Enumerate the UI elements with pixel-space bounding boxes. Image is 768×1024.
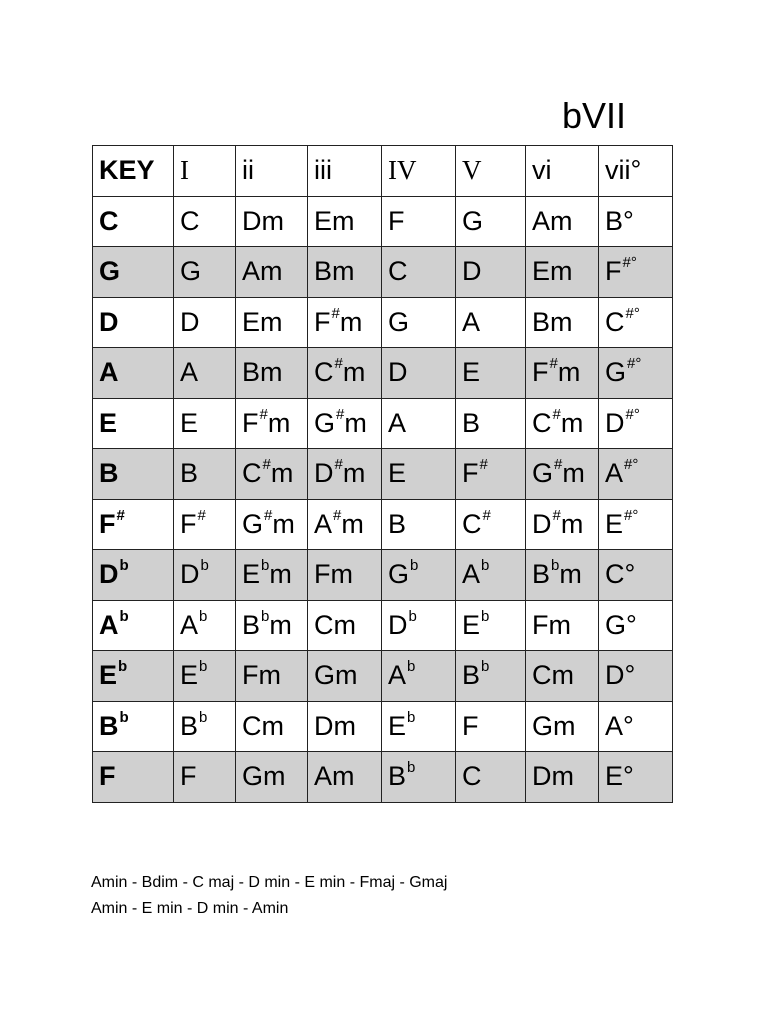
chord-cell [382, 398, 456, 449]
chord-quality: m [269, 559, 292, 590]
accidental: b [119, 607, 129, 625]
chord-cell [382, 550, 456, 601]
chord-cell [308, 752, 382, 803]
accidental: b [261, 607, 270, 625]
accidental: b [481, 658, 490, 676]
chord-root: E° [605, 761, 634, 792]
chord-cell [236, 348, 308, 399]
table-row [93, 196, 673, 247]
accidental: b [410, 557, 419, 575]
chord-root: Am [532, 205, 573, 236]
chord-root: A [388, 660, 407, 691]
chord-root: Em [532, 256, 573, 287]
chord-cell [456, 348, 526, 399]
chord-root: A [99, 357, 119, 388]
chord-root: F [314, 306, 331, 337]
chord-cell [456, 247, 526, 298]
accidental: # [331, 304, 340, 322]
chord-root: G [605, 357, 627, 388]
chord-quality: m [557, 357, 581, 388]
chord-root: Am [242, 256, 283, 287]
chord-root: B [388, 508, 407, 539]
key-cell [93, 348, 174, 399]
chord-cell [236, 499, 308, 550]
chord-root: C [242, 458, 262, 489]
chord-root: F [180, 761, 197, 792]
chord-root: C [180, 205, 200, 236]
chord-root: Dm [242, 205, 284, 236]
table-row [93, 247, 673, 298]
chord-cell [236, 297, 308, 348]
chord-root: E [462, 609, 481, 640]
chord-cell [526, 297, 599, 348]
chord-cell [456, 550, 526, 601]
chord-root: Fm [242, 660, 281, 691]
chord-root: C [605, 306, 625, 337]
key-cell [93, 550, 174, 601]
chord-cell [382, 499, 456, 550]
accidental: # [116, 506, 125, 524]
chord-cell [599, 449, 673, 500]
chord-root: B [462, 407, 481, 438]
progression-notes [91, 870, 447, 922]
table-row [93, 752, 673, 803]
chord-cell [526, 701, 599, 752]
accidental: #° [625, 405, 640, 423]
chord-root: D [388, 609, 408, 640]
table-row [93, 348, 673, 399]
chord-root: E [99, 660, 118, 691]
chord-root: B [99, 710, 119, 741]
chord-cell [599, 196, 673, 247]
chord-root: Fm [314, 559, 353, 590]
chord-cell [308, 701, 382, 752]
progression-line: Amin - E min - D min - Amin [91, 900, 289, 917]
accidental: b [199, 658, 208, 676]
chord-root: D [532, 508, 552, 539]
chord-cell [526, 196, 599, 247]
chord-cell [308, 398, 382, 449]
header-degree-2: ii [236, 146, 308, 197]
chord-root: D° [605, 660, 636, 691]
chord-cell [599, 752, 673, 803]
chord-cell [236, 398, 308, 449]
key-cell [93, 247, 174, 298]
chord-cell [599, 499, 673, 550]
chord-root: Cm [242, 710, 284, 741]
accidental: # [552, 405, 561, 423]
chord-root: C° [605, 559, 636, 590]
chord-cell [174, 449, 236, 500]
chord-cell [236, 449, 308, 500]
chord-cell [174, 651, 236, 702]
chord-cell [526, 651, 599, 702]
chord-root: B [242, 609, 261, 640]
chord-root: F [99, 508, 116, 539]
chord-root: Em [242, 306, 283, 337]
chord-root: Gm [242, 761, 286, 792]
chord-root: B° [605, 205, 634, 236]
chord-cell [236, 196, 308, 247]
chord-root: E [462, 357, 481, 388]
accidental: # [197, 506, 206, 524]
chord-root: G [242, 508, 264, 539]
chord-root: A [462, 306, 481, 337]
header-degree-1: I [174, 146, 236, 197]
key-cell [93, 701, 174, 752]
chord-quality: m [559, 559, 582, 590]
page-heading: bVII [562, 95, 627, 136]
chord-cell [236, 550, 308, 601]
chord-root: A [605, 458, 624, 489]
key-cell [93, 297, 174, 348]
table-row [93, 398, 673, 449]
accidental: b [551, 557, 560, 575]
chord-root: G [99, 256, 121, 287]
chord-root: F [242, 407, 259, 438]
chord-root: C [462, 508, 482, 539]
table-row [93, 651, 673, 702]
key-cell [93, 499, 174, 550]
key-cell [93, 196, 174, 247]
chord-root: A [388, 407, 407, 438]
accidental: b [119, 557, 129, 575]
accidental: b [481, 557, 490, 575]
chord-root: Bm [532, 306, 573, 337]
chord-root: B [462, 660, 481, 691]
chord-root: Am [314, 761, 355, 792]
chord-cell [382, 247, 456, 298]
progression-line: Amin - Bdim - C maj - D min - E min - Fmaj - Gmaj [91, 874, 448, 891]
chord-cell [456, 600, 526, 651]
chord-cell [308, 499, 382, 550]
chord-cell [174, 550, 236, 601]
accidental: #° [624, 506, 639, 524]
chord-cell [599, 348, 673, 399]
chord-cell [526, 348, 599, 399]
accidental: #° [625, 304, 640, 322]
chord-root: B [180, 458, 199, 489]
accidental: # [554, 456, 563, 474]
accidental: b [199, 607, 208, 625]
chord-cell [599, 651, 673, 702]
chord-root: Dm [532, 761, 574, 792]
chord-root: C [388, 256, 408, 287]
chord-root: D [388, 357, 408, 388]
chord-cell [599, 297, 673, 348]
accidental: #° [622, 254, 637, 272]
chord-cell [456, 398, 526, 449]
chord-cell [174, 297, 236, 348]
header-degree-3: iii [308, 146, 382, 197]
chord-root: Bm [314, 256, 355, 287]
chord-root: G [462, 205, 484, 236]
chord-cell [599, 600, 673, 651]
chord-root: B [388, 761, 407, 792]
table-row [93, 701, 673, 752]
accidental: # [552, 506, 561, 524]
chord-cell [456, 701, 526, 752]
chord-cell [308, 297, 382, 348]
accidental: # [482, 506, 491, 524]
chord-cell [382, 297, 456, 348]
key-cell [93, 651, 174, 702]
chord-quality: m [560, 407, 584, 438]
chord-cell [236, 600, 308, 651]
accidental: b [119, 708, 129, 726]
chord-table [92, 145, 673, 803]
chord-root: B [532, 559, 551, 590]
chord-quality: m [269, 609, 292, 640]
accidental: #° [627, 355, 642, 373]
key-cell [93, 449, 174, 500]
chord-root: G° [605, 609, 637, 640]
chord-root: A° [605, 710, 634, 741]
chord-quality: m [342, 458, 366, 489]
accidental: # [334, 355, 343, 373]
header-degree-5: V [456, 146, 526, 197]
accidental: b [407, 658, 416, 676]
chord-cell [236, 247, 308, 298]
chord-cell [308, 449, 382, 500]
chord-cell [456, 449, 526, 500]
chord-cell [526, 550, 599, 601]
header-key: KEY [93, 146, 174, 197]
accidental: #° [624, 456, 639, 474]
chord-cell [308, 651, 382, 702]
chord-root: G [388, 559, 410, 590]
chord-root: D [180, 306, 200, 337]
chord-root: G [532, 458, 554, 489]
accidental: b [118, 658, 128, 676]
chord-cell [599, 398, 673, 449]
chord-root: G [388, 306, 410, 337]
key-cell [93, 600, 174, 651]
chord-cell [382, 449, 456, 500]
accidental: b [199, 708, 208, 726]
chord-cell [174, 499, 236, 550]
chord-root: B [99, 458, 119, 489]
accidental: b [261, 557, 270, 575]
chord-cell [382, 196, 456, 247]
chord-root: F [605, 256, 622, 287]
chord-root: D [180, 559, 200, 590]
chord-root: E [180, 407, 199, 438]
chord-cell [526, 449, 599, 500]
chord-root: E [180, 660, 199, 691]
chord-root: A [314, 508, 333, 539]
accidental: # [549, 355, 558, 373]
chord-root: F [180, 508, 197, 539]
chord-cell [174, 701, 236, 752]
accidental: b [481, 607, 490, 625]
chord-cell [456, 651, 526, 702]
chord-cell [456, 499, 526, 550]
chord-cell [308, 348, 382, 399]
chord-cell [308, 196, 382, 247]
accidental: b [200, 557, 209, 575]
chord-cell [599, 247, 673, 298]
chord-root: E [242, 559, 261, 590]
table-row [93, 499, 673, 550]
chord-quality: m [560, 508, 584, 539]
chord-quality: m [344, 407, 367, 438]
chord-root: G [314, 407, 336, 438]
key-cell [93, 752, 174, 803]
chord-root: F [99, 761, 116, 792]
header-degree-7: vii° [599, 146, 673, 197]
chord-root: C [532, 407, 552, 438]
chord-cell [174, 348, 236, 399]
chord-quality: m [272, 508, 295, 539]
chord-cell [456, 752, 526, 803]
chord-root: Bm [242, 357, 283, 388]
accidental: # [334, 456, 343, 474]
chord-quality: m [342, 357, 366, 388]
chord-quality: m [562, 458, 585, 489]
chord-cell [236, 752, 308, 803]
chord-root: D [462, 256, 482, 287]
chord-cell [526, 499, 599, 550]
chord-root: C [462, 761, 482, 792]
chord-cell [382, 752, 456, 803]
chord-root: Gm [532, 710, 576, 741]
chord-root: F [388, 205, 405, 236]
accidental: # [333, 506, 342, 524]
chord-cell [308, 247, 382, 298]
chord-root: Em [314, 205, 355, 236]
chord-cell [308, 600, 382, 651]
key-cell [93, 398, 174, 449]
chord-cell [526, 398, 599, 449]
chord-root: E [388, 458, 407, 489]
chord-quality: m [339, 306, 363, 337]
accidental: # [264, 506, 273, 524]
chord-cell [526, 752, 599, 803]
chord-root: Cm [532, 660, 574, 691]
table-row [93, 449, 673, 500]
chord-root: E [388, 710, 407, 741]
chord-root: F [462, 458, 479, 489]
chord-root: C [99, 205, 119, 236]
chord-root: D [99, 559, 119, 590]
chord-table-body [93, 196, 673, 802]
chord-root: F [532, 357, 549, 388]
chord-cell [382, 348, 456, 399]
chord-root: A [180, 357, 199, 388]
accidental: b [408, 607, 417, 625]
chord-quality: m [341, 508, 364, 539]
chord-root: C [314, 357, 334, 388]
chord-cell [174, 247, 236, 298]
chord-cell [174, 196, 236, 247]
chord-root: Cm [314, 609, 356, 640]
table-row [93, 550, 673, 601]
chord-quality: m [270, 458, 294, 489]
chord-cell [236, 701, 308, 752]
header-row [93, 146, 673, 197]
chord-root: Dm [314, 710, 356, 741]
chord-cell [174, 752, 236, 803]
chord-cell [456, 196, 526, 247]
chord-root: D [99, 306, 119, 337]
chord-root: Fm [532, 609, 571, 640]
chord-cell [382, 701, 456, 752]
chord-root: B [180, 710, 199, 741]
accidental: # [479, 456, 488, 474]
table-row [93, 297, 673, 348]
accidental: # [259, 405, 268, 423]
chord-cell [236, 651, 308, 702]
chord-cell [599, 701, 673, 752]
chord-root: Gm [314, 660, 358, 691]
table-row [93, 600, 673, 651]
chord-cell [456, 297, 526, 348]
chord-root: E [99, 407, 118, 438]
chord-root: A [462, 559, 481, 590]
accidental: # [262, 456, 271, 474]
chord-cell [308, 550, 382, 601]
chord-cell [382, 600, 456, 651]
chord-root: F [462, 710, 479, 741]
chord-root: D [314, 458, 334, 489]
chord-quality: m [267, 407, 291, 438]
chord-cell [526, 600, 599, 651]
chord-root: A [180, 609, 199, 640]
accidental: b [407, 708, 416, 726]
chord-cell [174, 600, 236, 651]
chord-root: E [605, 508, 624, 539]
header-degree-4: IV [382, 146, 456, 197]
chord-cell [382, 651, 456, 702]
chord-root: G [180, 256, 202, 287]
chord-cell [174, 398, 236, 449]
chord-root: D [605, 407, 625, 438]
accidental: b [407, 759, 416, 777]
accidental: # [336, 405, 345, 423]
chord-cell [599, 550, 673, 601]
header-degree-6: vi [526, 146, 599, 197]
chord-cell [526, 247, 599, 298]
chord-root: A [99, 609, 119, 640]
